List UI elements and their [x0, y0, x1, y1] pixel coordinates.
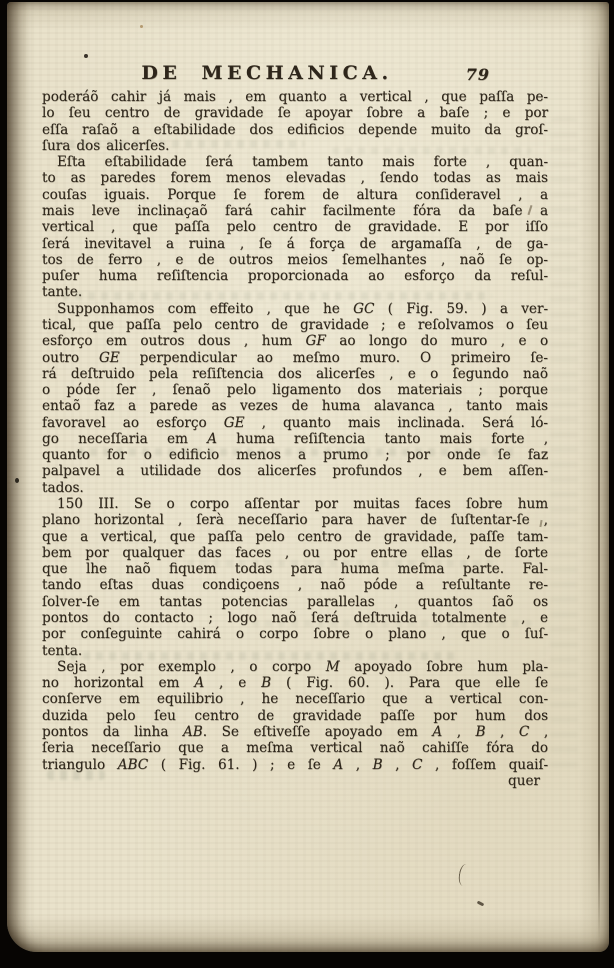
foxing-spot — [140, 25, 143, 28]
text-line: tenta. — [42, 642, 83, 659]
text-line: 150 III. Se o corpo aſſentar por muitas faces ſobre hum — [57, 496, 549, 513]
text-line: quanto for o edificio menos a prumo ; por onde ſe faz — [42, 447, 549, 464]
text-line: esforço em outros dous , hum GF ao longo do muro , e o — [42, 333, 549, 350]
text-line: por conſeguinte cahirá o corpo ſobre o plano , que o ſuſ- — [42, 626, 549, 643]
text-line: bem por qualquer das faces , ou por entre ellas , de ſorte — [42, 544, 549, 561]
ink-speck — [84, 54, 88, 58]
text-line: plano horizontal , ſerà neceſſario para haver de ſuſtentar-ſe , — [42, 512, 548, 529]
text-line: Seja , por exemplo , o corpo M apoyado ſobre hum pla- — [57, 658, 549, 675]
text-line: ſura dos alicerſes. — [42, 137, 170, 154]
text-line: ſerá inevitavel a ruina , ſe á força de argamaſſa , de ga- — [42, 235, 549, 252]
text-line: ſeria neceſſario que a meſma vertical naõ cahiſſe fóra do — [42, 740, 549, 757]
text-line: conſerve em equilibrio , he neceſſario que a vertical con- — [42, 691, 549, 708]
text-line: tados. — [42, 479, 84, 496]
text-line: que lhe naõ fiquem todas para huma meſma parte. Fal- — [42, 561, 549, 578]
text-block — [42, 89, 548, 789]
text-line: mais leve inclinaçaõ fará cahir facilmente fóra da baſe a — [42, 202, 549, 219]
page-number: 79 — [465, 65, 490, 84]
text-line: que a vertical, que paſſa pelo centro de gravidade, paſſe tam- — [42, 528, 549, 545]
text-line: duzida pelo ſeu centro de gravidade paſſe por hum dos — [42, 707, 549, 724]
running-title: DE MECHANICA. — [141, 62, 393, 84]
text-line: tando eſtas duas condiçoens , naõ póde a reſultante re- — [42, 577, 549, 594]
text-line: o póde ſer , ſenaõ pelo ligamento dos materiais ; porque — [42, 382, 548, 399]
text-line: outro GE perpendicular ao meſmo muro. O primeiro ſe- — [42, 349, 548, 366]
text-line: tical, que paſſa pelo centro de gravidade ; e reſolvamos o ſeu — [42, 316, 549, 333]
text-line: pontos do contacto ; logo naõ ſerá deſtruida totalmente , e — [42, 610, 549, 626]
text-line: Supponhamos com effeito , que he GC ( Fig. 59. ) a ver- — [57, 300, 549, 317]
text-line: poderáõ cahir já mais , em quanto a vertical , que paſſa pe- — [42, 89, 549, 105]
text-line: ſolver-ſe em tantas potencias parallelas , quantos ſaõ os — [42, 593, 549, 610]
text-line: eſſa raſaõ a eſtabilidade dos edificios depende muito da groſ- — [42, 121, 549, 138]
page-edge-shadow — [598, 42, 600, 942]
text-line: pontos da linha AB. Se eſtiveſſe apoyado em A , B , C , — [42, 723, 549, 740]
text-line: triangulo ABC ( Fig. 61. ) ; e ſe A , B , C , foſſem quaiſ- — [42, 756, 549, 773]
ink-speck — [15, 478, 19, 483]
text-line: lo ſeu centro de gravidade ſe apoyar ſobre a baſe ; e por — [42, 105, 549, 122]
text-line: tante. — [42, 284, 83, 301]
text-line: no horizontal em A , e B ( Fig. 60. ). Para que elle ſe — [42, 675, 549, 692]
text-line: Eſta eſtabilidade ſerá tambem tanto mais forte , quan- — [57, 154, 549, 171]
text-line: couſas iguais. Porque ſe forem de altura conſideravel , a — [42, 186, 549, 203]
text-line: to as paredes forem menos elevadas , ſendo todas as mais — [42, 170, 549, 187]
page — [7, 2, 609, 952]
page-header — [42, 62, 548, 88]
ink-speck — [477, 901, 485, 907]
text-line: palpavel a utilidade dos alicerſes profundos , e bem aſſen- — [42, 463, 549, 480]
text-line: vertical , que paſſa pelo centro de gravidade. E por iſſo — [42, 219, 549, 236]
text-line: entaõ faz a parede as vezes de huma alavanca , tanto mais — [42, 398, 549, 415]
ink-mark-curve — [457, 863, 471, 886]
text-line: favoravel ao esforço GE , quanto mais inclinada. Será ló- — [42, 414, 549, 431]
text-line: rá deſtruido pela reſiſtencia dos alicerſes , e o ſegundo naõ — [42, 365, 549, 382]
catchword: quer — [508, 772, 540, 789]
text-line: puſer huma reſiſtencia proporcionada ao esforço da reſul- — [42, 268, 549, 285]
text-line: go neceſſaria em A huma reſiſtencia tanto mais forte , — [42, 430, 549, 447]
paragraphs-container — [42, 89, 548, 773]
show-through-margin-strip — [550, 117, 578, 772]
text-line: tos de ferro , e de outros meios ſemelhantes , naõ ſe op- — [42, 251, 548, 268]
